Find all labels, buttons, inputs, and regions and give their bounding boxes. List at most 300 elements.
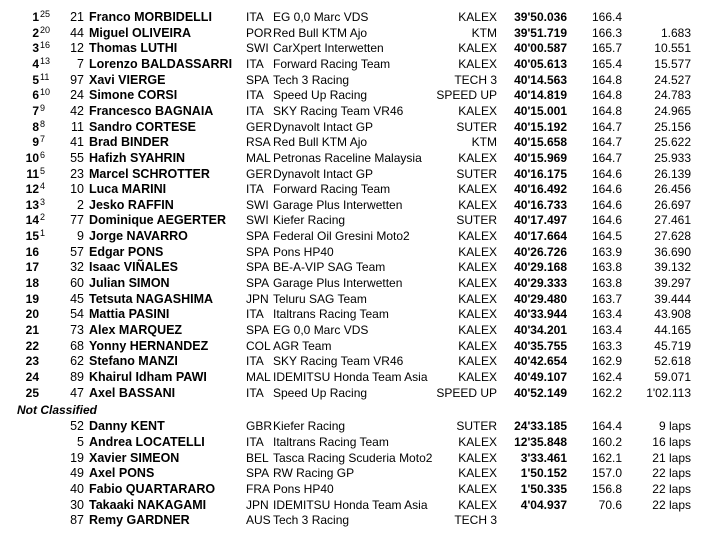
gap-cell: 22 laps: [652, 466, 691, 481]
race-time-cell: 39'51.719: [514, 25, 567, 40]
nation-cell: ITA: [246, 103, 264, 118]
nation-cell: MAL: [246, 150, 271, 165]
avg-speed-cell: 164.8: [591, 88, 622, 103]
grid-position-cell: 7: [40, 134, 46, 145]
motorcycle-cell: TECH 3: [454, 513, 497, 528]
grid-position-cell: 10: [40, 87, 51, 98]
position-cell: 23: [25, 354, 39, 369]
team-cell: Dynavolt Intact GP: [273, 166, 374, 181]
rider-number-cell: 42: [70, 103, 84, 118]
gap-cell: 26.139: [654, 166, 691, 181]
result-row: [0, 167, 713, 183]
not-classified-row: [0, 466, 713, 482]
rider-name-cell: Isaac VIÑALES: [89, 260, 178, 275]
result-row: [0, 245, 713, 261]
rider-number-cell: 19: [70, 450, 84, 465]
rider-number-cell: 89: [70, 369, 84, 384]
avg-speed-cell: 164.8: [591, 72, 622, 87]
nation-cell: ITA: [246, 307, 264, 322]
gap-cell: 26.456: [654, 182, 691, 197]
nation-cell: SWI: [246, 213, 269, 228]
position-cell: 9: [32, 135, 39, 150]
nation-cell: AUS: [246, 513, 271, 528]
team-cell: Kiefer Racing: [273, 419, 346, 434]
result-row: [0, 88, 713, 104]
team-cell: IDEMITSU Honda Team Asia: [273, 497, 428, 512]
avg-speed-cell: 163.4: [591, 307, 622, 322]
rider-name-cell: Fabio QUARTARARO: [89, 481, 216, 496]
result-row: [0, 120, 713, 136]
gap-cell: 27.628: [654, 229, 691, 244]
race-time-cell: 40'15.192: [514, 119, 567, 134]
position-cell: 18: [25, 276, 39, 291]
rider-name-cell: Jorge NAVARRO: [89, 229, 188, 244]
team-cell: RW Racing GP: [273, 466, 355, 481]
rider-number-cell: 41: [70, 135, 84, 150]
rider-number-cell: 11: [71, 119, 84, 134]
position-cell: 20: [25, 307, 39, 322]
race-time-cell: 40'34.201: [514, 323, 567, 337]
team-cell: BE-A-VIP SAG Team: [273, 260, 386, 275]
race-time-cell: 40'29.168: [514, 260, 567, 275]
avg-speed-cell: 165.4: [591, 56, 622, 71]
gap-cell: 10.551: [654, 41, 691, 56]
rider-number-cell: 2: [77, 197, 84, 212]
position-cell: 25: [25, 385, 39, 400]
grid-position-cell: 20: [40, 24, 51, 35]
motorcycle-cell: KALEX: [458, 323, 497, 337]
avg-speed-cell: 157.0: [591, 466, 622, 481]
position-cell: 12: [25, 182, 39, 197]
gap-cell: 59.071: [654, 369, 691, 384]
avg-speed-cell: 164.5: [591, 229, 622, 244]
position-cell: 1: [32, 10, 39, 24]
grid-position-cell: 5: [40, 165, 46, 176]
motorcycle-cell: KALEX: [458, 307, 497, 322]
not-classified-heading: Not Classified: [17, 403, 98, 418]
team-cell: Red Bull KTM Ajo: [273, 135, 368, 150]
rider-number-cell: 87: [70, 513, 84, 528]
position-cell: 17: [25, 260, 39, 275]
not-classified-row: [0, 482, 713, 498]
avg-speed-cell: 166.3: [591, 25, 622, 40]
rider-name-cell: Xavier SIMEON: [89, 450, 180, 465]
team-cell: Tech 3 Racing: [273, 72, 350, 87]
avg-speed-cell: 163.8: [591, 260, 622, 275]
rider-number-cell: 73: [70, 323, 84, 337]
rider-name-cell: Jesko RAFFIN: [89, 197, 174, 212]
position-cell: 13: [25, 197, 39, 212]
team-cell: IDEMITSU Honda Team Asia: [273, 369, 428, 384]
avg-speed-cell: 163.3: [591, 338, 622, 353]
team-cell: Italtrans Racing Team: [273, 307, 389, 322]
motorcycle-cell: KALEX: [458, 150, 497, 165]
gap-cell: 24.527: [654, 72, 691, 87]
motorcycle-cell: SUTER: [456, 166, 497, 181]
result-row: [0, 354, 713, 370]
position-cell: 24: [25, 369, 39, 384]
nation-cell: GER: [246, 119, 273, 134]
team-cell: SKY Racing Team VR46: [273, 354, 404, 369]
nation-cell: POR: [246, 25, 273, 40]
race-time-cell: 40'29.333: [514, 276, 567, 291]
team-cell: Speed Up Racing: [273, 88, 368, 103]
rider-name-cell: Hafizh SYAHRIN: [89, 150, 186, 165]
rider-name-cell: Brad BINDER: [89, 135, 169, 150]
result-row: [0, 292, 713, 308]
rider-number-cell: 55: [70, 150, 84, 165]
team-cell: Forward Racing Team: [273, 56, 391, 71]
team-cell: Italtrans Racing Team: [273, 434, 389, 449]
nation-cell: ITA: [246, 88, 264, 103]
nation-cell: SPA: [246, 229, 270, 244]
rider-number-cell: 60: [70, 276, 84, 291]
position-cell: 2: [32, 25, 39, 40]
not-classified-row: [0, 435, 713, 451]
gap-cell: 39.444: [654, 291, 691, 306]
nation-cell: BEL: [246, 450, 269, 465]
team-cell: Garage Plus Interwetten: [273, 197, 403, 212]
rider-name-cell: Edgar PONS: [89, 244, 164, 259]
gap-cell: 15.577: [654, 56, 691, 71]
nation-cell: SPA: [246, 466, 270, 481]
avg-speed-cell: 164.6: [591, 197, 622, 212]
race-time-cell: 40'15.001: [514, 103, 567, 118]
gap-cell: 22 laps: [652, 481, 691, 496]
position-cell: 5: [32, 72, 39, 87]
motorcycle-cell: KALEX: [458, 197, 497, 212]
team-cell: Petronas Raceline Malaysia: [273, 150, 422, 165]
result-row: [0, 182, 713, 198]
race-time-cell: 1'50.152: [520, 466, 567, 481]
race-time-cell: 40'17.664: [514, 229, 567, 244]
team-cell: Kiefer Racing: [273, 213, 346, 228]
race-time-cell: 39'50.036: [514, 10, 567, 24]
motorcycle-cell: KALEX: [458, 466, 497, 481]
gap-cell: 25.622: [654, 135, 691, 150]
nation-cell: GBR: [246, 419, 273, 434]
team-cell: Tech 3 Racing: [273, 513, 350, 528]
motorcycle-cell: KALEX: [458, 369, 497, 384]
nation-cell: SPA: [246, 323, 270, 337]
gap-cell: 45.719: [654, 338, 691, 353]
rider-name-cell: Khairul Idham PAWI: [89, 369, 207, 384]
result-row: [0, 57, 713, 73]
race-time-cell: 12'35.848: [514, 434, 567, 449]
motorcycle-cell: KALEX: [458, 338, 497, 353]
gap-cell: 26.697: [654, 197, 691, 212]
avg-speed-cell: 164.7: [591, 150, 622, 165]
not-classified-row: [0, 498, 713, 514]
race-time-cell: 40'29.480: [514, 291, 567, 306]
nation-cell: ITA: [246, 182, 264, 197]
rider-name-cell: Axel BASSANI: [89, 385, 176, 400]
motorcycle-cell: TECH 3: [454, 72, 497, 87]
position-cell: 22: [25, 338, 39, 353]
rider-name-cell: Xavi VIERGE: [89, 72, 166, 87]
rider-name-cell: Axel PONS: [89, 466, 155, 481]
race-time-cell: 3'33.461: [520, 450, 567, 465]
result-row: [0, 151, 713, 167]
rider-number-cell: 47: [70, 385, 84, 400]
team-cell: Speed Up Racing: [273, 385, 368, 400]
grid-position-cell: 9: [40, 102, 46, 113]
grid-position-cell: 1: [40, 228, 46, 239]
result-row: [0, 73, 713, 89]
rider-name-cell: Yonny HERNANDEZ: [89, 338, 209, 353]
gap-cell: 25.933: [654, 150, 691, 165]
position-cell: 10: [25, 150, 39, 165]
position-cell: 15: [25, 229, 39, 244]
gap-cell: 36.690: [654, 244, 691, 259]
gap-cell: 24.965: [654, 103, 691, 118]
avg-speed-cell: 162.1: [591, 450, 622, 465]
rider-name-cell: Lorenzo BALDASSARRI: [89, 56, 233, 71]
race-time-cell: 40'00.587: [514, 41, 567, 56]
gap-cell: 39.132: [654, 260, 691, 275]
race-time-cell: 40'16.733: [514, 197, 567, 212]
nation-cell: JPN: [246, 497, 269, 512]
gap-cell: 25.156: [654, 119, 691, 134]
rider-name-cell: Takaaki NAKAGAMI: [89, 497, 207, 512]
result-row: [0, 339, 713, 355]
race-time-cell: 40'14.819: [514, 88, 567, 103]
result-row: [0, 213, 713, 229]
rider-number-cell: 45: [70, 291, 84, 306]
motorcycle-cell: SUTER: [456, 419, 497, 434]
avg-speed-cell: 163.4: [591, 323, 622, 337]
avg-speed-cell: 164.8: [591, 103, 622, 118]
result-row: [0, 276, 713, 292]
gap-cell: 44.165: [654, 323, 691, 337]
motorcycle-cell: KALEX: [458, 260, 497, 275]
avg-speed-cell: 166.4: [591, 10, 622, 24]
grid-position-cell: 16: [40, 40, 51, 51]
avg-speed-cell: 163.9: [591, 244, 622, 259]
rider-name-cell: Danny KENT: [89, 419, 165, 434]
position-cell: 14: [25, 213, 39, 228]
avg-speed-cell: 164.6: [591, 182, 622, 197]
avg-speed-cell: 156.8: [591, 481, 622, 496]
team-cell: EG 0,0 Marc VDS: [273, 323, 369, 337]
team-cell: Forward Racing Team: [273, 182, 391, 197]
team-cell: SKY Racing Team VR46: [273, 103, 404, 118]
motorcycle-cell: KALEX: [458, 450, 497, 465]
race-time-cell: 40'52.149: [514, 385, 567, 400]
nation-cell: FRA: [246, 481, 270, 496]
grid-position-cell: 2: [40, 212, 46, 223]
avg-speed-cell: 162.2: [591, 385, 622, 400]
position-cell: 11: [26, 166, 39, 181]
nation-cell: SWI: [246, 41, 269, 56]
nation-cell: ITA: [246, 10, 264, 24]
race-time-cell: 1'50.335: [520, 481, 567, 496]
race-time-cell: 40'33.944: [514, 307, 567, 322]
rider-name-cell: Dominique AEGERTER: [89, 213, 227, 228]
rider-number-cell: 9: [77, 229, 84, 244]
team-cell: CarXpert Interwetten: [273, 41, 384, 56]
nation-cell: MAL: [246, 369, 271, 384]
rider-name-cell: Simone CORSI: [89, 88, 178, 103]
avg-speed-cell: 164.7: [591, 135, 622, 150]
rider-number-cell: 21: [70, 10, 84, 24]
position-cell: 3: [32, 41, 39, 56]
nation-cell: COL: [246, 338, 271, 353]
nation-cell: SPA: [246, 276, 270, 291]
motorcycle-cell: KALEX: [458, 10, 497, 24]
motorcycle-cell: KTM: [471, 135, 497, 150]
rider-name-cell: Mattia PASINI: [89, 307, 170, 322]
not-classified-row: [0, 419, 713, 435]
avg-speed-cell: 164.4: [591, 419, 622, 434]
race-time-cell: 24'33.185: [514, 419, 567, 434]
rider-number-cell: 44: [70, 25, 84, 40]
rider-number-cell: 52: [70, 419, 84, 434]
result-row: [0, 135, 713, 151]
race-time-cell: 4'04.937: [520, 497, 567, 512]
avg-speed-cell: 162.9: [591, 354, 622, 369]
nation-cell: SPA: [246, 260, 270, 275]
race-time-cell: 40'35.755: [514, 338, 567, 353]
result-row: [0, 10, 713, 26]
rider-name-cell: Julian SIMON: [89, 276, 170, 291]
result-row: [0, 26, 713, 42]
motorcycle-cell: SPEED UP: [436, 88, 497, 103]
avg-speed-cell: 163.7: [591, 291, 622, 306]
motorcycle-cell: KALEX: [458, 276, 497, 291]
rider-number-cell: 30: [70, 497, 84, 512]
rider-name-cell: Sandro CORTESE: [89, 119, 196, 134]
rider-name-cell: Franco MORBIDELLI: [89, 10, 212, 24]
rider-number-cell: 10: [70, 182, 84, 197]
motorcycle-cell: SUTER: [456, 213, 497, 228]
gap-cell: 43.908: [654, 307, 691, 322]
rider-number-cell: 68: [70, 338, 84, 353]
avg-speed-cell: 162.4: [591, 369, 622, 384]
rider-number-cell: 23: [70, 166, 84, 181]
nation-cell: SWI: [246, 197, 269, 212]
avg-speed-cell: 160.2: [591, 434, 622, 449]
result-row: [0, 41, 713, 57]
rider-number-cell: 12: [70, 41, 84, 56]
race-time-cell: 40'16.492: [514, 182, 567, 197]
team-cell: Pons HP40: [273, 244, 334, 259]
race-time-cell: 40'14.563: [514, 72, 567, 87]
team-cell: Tasca Racing Scuderia Moto2: [273, 450, 433, 465]
motorcycle-cell: KALEX: [458, 41, 497, 56]
position-cell: 7: [32, 103, 39, 118]
team-cell: AGR Team: [273, 338, 332, 353]
nation-cell: RSA: [246, 135, 271, 150]
motorcycle-cell: KTM: [471, 25, 497, 40]
result-row: [0, 307, 713, 323]
team-cell: Dynavolt Intact GP: [273, 119, 374, 134]
motorcycle-cell: KALEX: [458, 354, 497, 369]
gap-cell: 24.783: [654, 88, 691, 103]
motorcycle-cell: KALEX: [458, 291, 497, 306]
result-row: [0, 229, 713, 245]
race-time-cell: 40'15.658: [514, 135, 567, 150]
team-cell: Pons HP40: [273, 481, 334, 496]
grid-position-cell: 25: [40, 9, 51, 19]
position-cell: 8: [32, 119, 39, 134]
team-cell: Garage Plus Interwetten: [273, 276, 403, 291]
gap-cell: 52.618: [654, 354, 691, 369]
rider-name-cell: Marcel SCHROTTER: [89, 166, 210, 181]
result-row: [0, 370, 713, 386]
rider-number-cell: 54: [70, 307, 84, 322]
avg-speed-cell: 164.6: [591, 166, 622, 181]
grid-position-cell: 8: [40, 118, 46, 129]
motorcycle-cell: KALEX: [458, 103, 497, 118]
race-time-cell: 40'15.969: [514, 150, 567, 165]
rider-name-cell: Thomas LUTHI: [89, 41, 178, 56]
rider-number-cell: 62: [70, 354, 84, 369]
rider-name-cell: Francesco BAGNAIA: [89, 103, 214, 118]
rider-name-cell: Alex MARQUEZ: [89, 323, 183, 337]
result-row: [0, 386, 713, 402]
rider-number-cell: 77: [70, 213, 84, 228]
grid-position-cell: 6: [40, 149, 46, 160]
motorcycle-cell: KALEX: [458, 229, 497, 244]
rider-name-cell: Tetsuta NAGASHIMA: [89, 291, 214, 306]
team-cell: EG 0,0 Marc VDS: [273, 10, 369, 24]
result-row: [0, 260, 713, 276]
result-row: [0, 323, 713, 339]
grid-position-cell: 13: [40, 55, 51, 66]
motorcycle-cell: KALEX: [458, 497, 497, 512]
rider-number-cell: 97: [70, 72, 84, 87]
motorcycle-cell: KALEX: [458, 244, 497, 259]
gap-cell: 22 laps: [652, 497, 691, 512]
position-cell: 21: [25, 323, 39, 337]
nation-cell: JPN: [246, 291, 269, 306]
team-cell: Federal Oil Gresini Moto2: [273, 229, 410, 244]
rider-number-cell: 7: [77, 56, 84, 71]
not-classified-row: [0, 451, 713, 467]
gap-cell: 21 laps: [652, 450, 691, 465]
result-row: [0, 104, 713, 120]
race-time-cell: 40'17.497: [514, 213, 567, 228]
avg-speed-cell: 164.7: [591, 119, 622, 134]
position-cell: 16: [25, 244, 39, 259]
gap-cell: 39.297: [654, 276, 691, 291]
grid-position-cell: 3: [40, 196, 46, 207]
team-cell: Teluru SAG Team: [273, 291, 367, 306]
motorcycle-cell: KALEX: [458, 56, 497, 71]
rider-name-cell: Andrea LOCATELLI: [89, 434, 205, 449]
motorcycle-cell: SPEED UP: [436, 385, 497, 400]
rider-number-cell: 24: [70, 88, 84, 103]
race-time-cell: 40'16.175: [514, 166, 567, 181]
gap-cell: 9 laps: [658, 419, 691, 434]
grid-position-cell: 4: [40, 181, 46, 192]
result-row: [0, 198, 713, 214]
rider-number-cell: 49: [70, 466, 84, 481]
grid-position-cell: 11: [40, 71, 50, 82]
rider-number-cell: 5: [77, 434, 84, 449]
nation-cell: ITA: [246, 434, 264, 449]
avg-speed-cell: 165.7: [591, 41, 622, 56]
gap-cell: 16 laps: [652, 434, 691, 449]
nation-cell: ITA: [246, 385, 264, 400]
team-cell: Red Bull KTM Ajo: [273, 25, 368, 40]
position-cell: 19: [25, 291, 39, 306]
nation-cell: ITA: [246, 56, 264, 71]
race-time-cell: 40'42.654: [514, 354, 567, 369]
rider-number-cell: 57: [70, 244, 84, 259]
nation-cell: SPA: [246, 72, 270, 87]
